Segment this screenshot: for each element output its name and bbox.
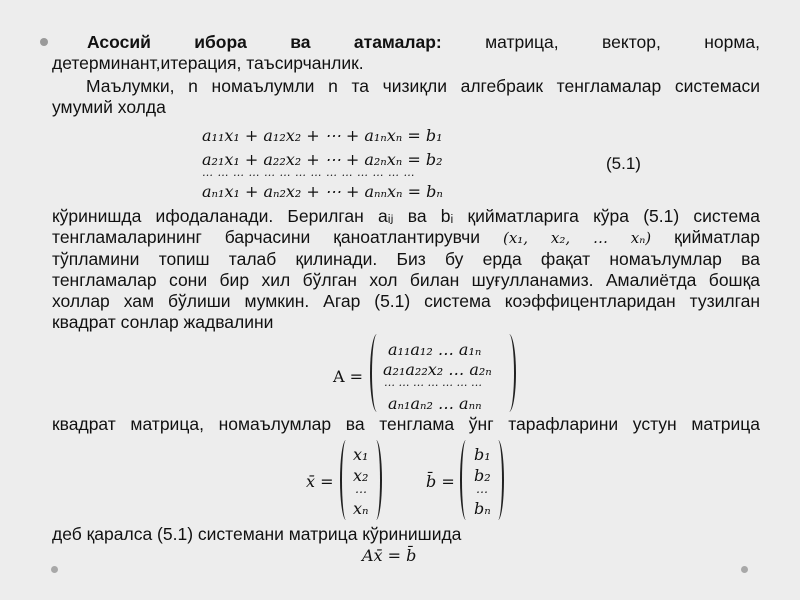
- equation-number: (5.1): [606, 154, 641, 173]
- vector-b-entry: b₁: [474, 445, 491, 464]
- equation-row: a₁₁x₁ + a₁₂x₂ + ⋯ + a₁ₙxₙ = b₁: [202, 126, 443, 145]
- corner-dot-icon: [51, 566, 58, 573]
- matrix-dots: … … … … … … …: [384, 376, 482, 389]
- corner-dot-icon: [741, 566, 748, 573]
- matrix-row: a₂₁a₂₂x₂ … a₂ₙ: [383, 360, 492, 379]
- keywords-label: Асосий ибора ва атамалар:: [87, 32, 442, 52]
- vector-b-entry: b₂: [474, 466, 491, 485]
- left-paren: [370, 334, 384, 412]
- closing-line: деб қаралса (5.1) системани матрица кўринишида: [52, 524, 462, 544]
- final-equation: Ax̄ = b̄: [362, 546, 417, 565]
- intro-paragraph: [52, 76, 760, 118]
- body-line: тенгламалар сони бир хил бўлган хол билан шуғулланамиз. Амалиётда бошқа: [52, 270, 760, 290]
- right-paren: [370, 440, 382, 520]
- right-paren: [502, 334, 516, 412]
- vector-x-entry: …: [355, 482, 367, 496]
- vector-b-entry: …: [476, 482, 488, 496]
- equation-row: a₂₁x₁ + a₂₂x₂ + ⋯ + a₂ₙxₙ = b₂: [202, 150, 443, 169]
- body-line-part: тенгламаларининг барчасини қаноатлантирувчи: [52, 227, 481, 247]
- intro-line: умумий холда: [52, 97, 166, 117]
- body-line: кўринишда ифодаланади. Берилган aᵢⱼ ва bᵢ қийматларига кўра (5.1) система: [52, 206, 760, 226]
- closing-paragraph: [52, 524, 760, 545]
- keywords-paragraph: [52, 32, 760, 74]
- body-paragraph: [52, 206, 760, 333]
- left-paren: [340, 440, 352, 520]
- vector-b-label: b̄ =: [426, 472, 455, 491]
- matrix-row: aₙ₁aₙ₂ … aₙₙ: [388, 394, 482, 413]
- body-line: холлар хам бўлиши мумкин. Агар (5.1) система коэффицентларидан тузилган: [52, 291, 760, 311]
- vector-x-entry: xₙ: [353, 499, 369, 518]
- vector-x-label: x̄ =: [306, 472, 334, 491]
- equation-row: aₙ₁x₁ + aₙ₂x₂ + ⋯ + aₙₙxₙ = bₙ: [202, 182, 443, 201]
- matrix-row: a₁₁a₁₂ … a₁ₙ: [388, 340, 482, 359]
- right-paren: [492, 440, 504, 520]
- body-line: [52, 227, 760, 249]
- matrix-a-label: A =: [333, 367, 364, 386]
- after-matrix-line: квадрат матрица, номаълумлар ва тенглама ўнг тарафларини устун матрица: [52, 414, 760, 434]
- unknowns-tuple: (x₁, x₂, … xₙ): [502, 229, 652, 247]
- vector-x-entry: x₁: [353, 445, 369, 464]
- bullet-icon: [40, 38, 48, 46]
- body-line: квадрат сонлар жадвалини: [52, 312, 274, 332]
- vector-x-entry: x₂: [353, 466, 369, 485]
- equation-dots: … … … … … … … … … … … … … …: [202, 166, 415, 179]
- vector-b-entry: bₙ: [474, 499, 491, 518]
- keywords-terms: матрица, вектор, норма,: [485, 32, 760, 52]
- body-line-part: қийматлар: [674, 227, 760, 247]
- intro-line: Маълумки, n номаълумли n та чизиқли алгебраик тенгламалар системаси: [86, 76, 760, 96]
- left-paren: [460, 440, 472, 520]
- body-line: тўпламини топиш талаб қилинади. Биз бу ерда фақат номаълумлар ва: [52, 249, 760, 269]
- keywords-terms-cont: детерминант,итерация, таъсирчанлик.: [52, 53, 364, 73]
- after-matrix-paragraph: [52, 414, 760, 435]
